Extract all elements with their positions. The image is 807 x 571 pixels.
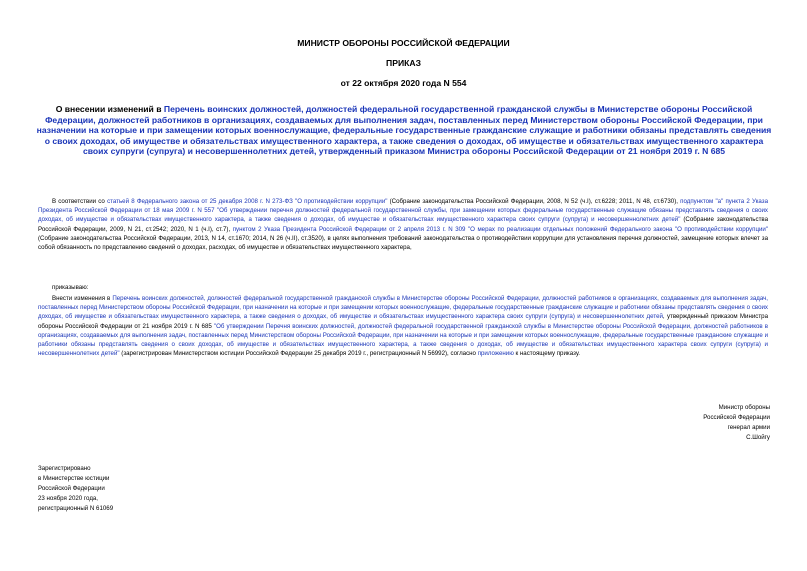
order-date-heading: от 22 октября 2020 года N 554	[340, 78, 467, 88]
title-prefix: О внесении изменений в	[55, 104, 164, 114]
registration-line: Российской Федерации	[38, 484, 105, 492]
main-text-4: к настоящему приказу.	[513, 350, 580, 358]
order-685-link[interactable]: "Об утверждении Перечня воинских должностей, должностей федеральной государственной гражданской службы в Министерстве обороны Российской Федерации, должностей работников в организациях, создаваемых для выполнения задач, поставленных перед Министерством обороны Российской Федерации, при назначении на которые и при замещении которых военнослужащие, федеральные государственные гражданские служащие и работники обязаны представлять сведения о своих доходах, об имуществе и обязательствах имущественного характера, а также сведения о доходах, об имуществе и обязательствах имущественного характера своих супруги (супруга) и несовершеннолетних детей"	[38, 322, 769, 358]
main-paragraph	[38, 294, 768, 358]
preamble-text-2: (Собрание законодательства Российской Федерации, 2008, N 52 (ч.I), ст.6228; 2011, N 48, ст.6730),	[387, 198, 681, 205]
main-text-2: , утвержденный приказом Министра обороны Российской Федерации от 21 ноября 2019 г. N 685	[38, 313, 768, 330]
preamble-text-3: (Собрание законодательства Российской Федерации, 2009, N 21, ст.2542; 2020, N 1 (ч.I), ст.7),	[38, 216, 768, 233]
signature-line: генерал армии	[727, 423, 770, 431]
main-text-3: (зарегистрирован Министерством юстиции Российской Федерации 25 декабря 2019 г., регистрационный N 56992), согласно	[119, 350, 478, 358]
preamble-text-1: В соответствии со	[52, 198, 108, 205]
registration-line: 23 ноября 2020 года,	[38, 494, 99, 502]
law-273-article-8-link[interactable]: статьей 8 Федерального закона от 25 декабря 2008 г. N 273-ФЗ "О противодействии коррупции"	[107, 198, 388, 205]
preamble-text-4: (Собрание законодательства Российской Федерации, 2013, N 14, ст.1670; 2014, N 26 (ч.II), ст.3520), в целях выполнения требований законодательства о противодействии коррупции для установления перечня должностей, замещение которых влечет за собой обязанность по представлению сведений о доходах, расходах, об имуществе и обязательствах имущественного характера,	[38, 234, 768, 252]
registration-line: в Министерстве юстиции	[38, 474, 110, 482]
title-list-link[interactable]: Перечень воинских должностей, должностей федеральной государственной гражданской службы в Министерстве обороны Российской Федерации, должностей работников в организациях, создаваемых для выполнения задач, поставленных перед Министерством обороны Российской Федерации, при назначении на которые и при замещении которых военнослужащие, федеральные государственные гражданские служащие и работники обязаны представлять сведения о своих доходах, об имуществе и обязательствах имущественного характера, а также сведения о доходах, об имуществе и обязательствах имущественного характера своих супруги (супруга) и несовершеннолетних детей, утвержденный приказом Министра обороны Российской Федерации от 21 ноября 2019 г. N 685	[36, 104, 772, 157]
registration-line: Зарегистрировано	[38, 465, 91, 472]
signature-line: С.Шойгу	[746, 433, 770, 441]
ministry-heading: МИНИСТР ОБОРОНЫ РОССИЙСКОЙ ФЕДЕРАЦИИ	[297, 38, 510, 48]
signature-block	[703, 403, 770, 443]
decree-557-link[interactable]: подпунктом "а" пункта 2 Указа Президента Российской Федерации от 18 мая 2009 г. N 557 "Об утверждении перечня должностей федеральной государственной службы, при замещении которых федеральные государственные служащие обязаны представлять сведения о своих доходах, об имуществе и обязательствах имущественного характера, а также сведения о доходах, об имуществе и обязательствах имущественного характера своих супруги (супруга) и несовершеннолетних детей"	[38, 198, 768, 224]
decree-309-link[interactable]: пунктом 2 Указа Президента Российской Федерации от 2 апреля 2013 г. N 309 "О мерах по реализации отдельных положений Федерального закона "О противодействии коррупции"	[232, 225, 768, 233]
signature-line: Российской Федерации	[703, 413, 770, 421]
signature-line: Министр обороны	[718, 404, 770, 411]
order-kind-heading: ПРИКАЗ	[386, 58, 421, 68]
preamble-paragraph	[38, 197, 768, 252]
appendix-link[interactable]: приложению	[477, 350, 514, 358]
main-text-1: Внести изменения в	[52, 295, 113, 302]
document-title	[34, 104, 774, 157]
registration-block	[38, 464, 113, 514]
order-word: приказываю:	[52, 284, 89, 291]
positions-list-link[interactable]: Перечень воинских должностей, должностей федеральной государственной гражданской службы в Министерстве обороны Российской Федерации, должностей работников в организациях, создаваемых для выполнения задач, поставленных перед Министерством обороны Российской Федерации, при назначении на которые и при замещении которых военнослужащие, федеральные государственные гражданские служащие и работники обязаны представлять сведения о своих доходах, об имуществе и обязательствах имущественного характера, а также сведения о доходах, об имуществе и обязательствах имущественного характера своих супруги (супруга) и несовершеннолетних детей	[38, 295, 768, 321]
registration-line: регистрационный N 61069	[38, 504, 114, 512]
